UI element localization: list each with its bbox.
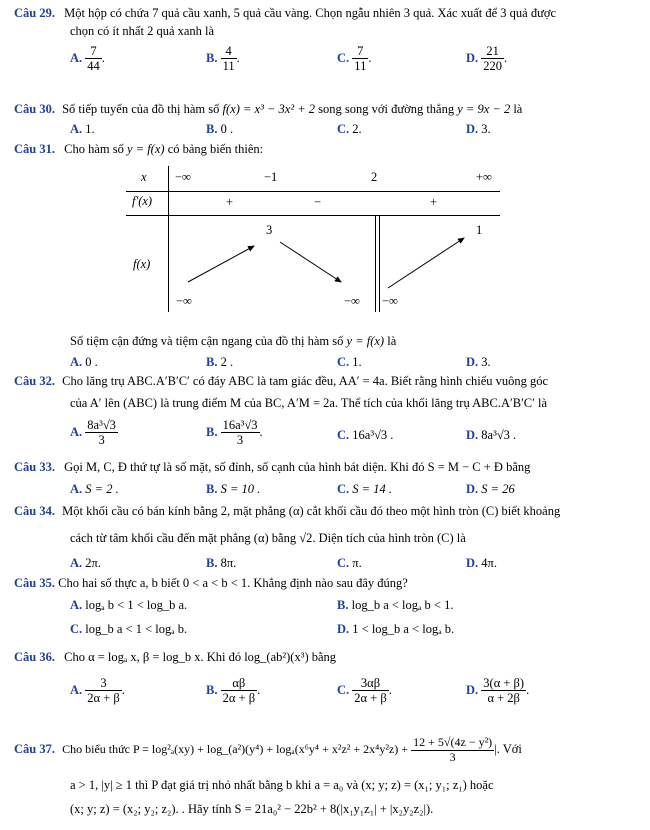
q32-option-c[interactable]: C. 16a³√3 . <box>337 428 394 442</box>
q30-option-b[interactable]: B. 0 . <box>206 122 234 136</box>
q31-option-b[interactable]: B. 2 . <box>206 355 234 369</box>
q33-option-a[interactable]: A. S = 2 . <box>70 482 119 496</box>
q29-text2: chọn có ít nhất 2 quả xanh là <box>70 24 215 38</box>
q32-text2: của A′ lên (ABC) là trung điểm M của BC, A′M = 2a. Thể tích của khối lăng trụ ABC.A′B′C′ là <box>70 396 548 410</box>
arrow-up-1 <box>188 246 254 282</box>
q35-number: Câu 35. <box>14 576 55 590</box>
q36-number: Câu 36. <box>14 650 55 664</box>
q30-option-c[interactable]: C. 2. <box>337 122 362 136</box>
vt-f-label: f(x) <box>133 257 151 271</box>
q29-option-d[interactable]: D. $\frac{21}{220}$ . <box>466 44 508 74</box>
q36-option-b[interactable]: B. $\frac{\alpha\beta}{2\alpha + \beta}$ . <box>206 676 261 706</box>
q31-option-d[interactable]: D. 3. <box>466 355 491 369</box>
q34-number: Câu 34. <box>14 504 55 518</box>
vt-x-2: 2 <box>371 170 378 184</box>
q36-line1: Câu 36. Cho α = logₐ x, β = log_b x. Khi đó log_(ab²)(x³) bằng <box>14 650 337 664</box>
q34-option-c[interactable]: C. π. <box>337 556 362 570</box>
q29-line1 <box>14 6 556 21</box>
q29-option-a[interactable]: A. $\frac{7}{44}$ . <box>70 44 105 74</box>
q31-option-c[interactable]: C. 1. <box>337 355 362 369</box>
q31-number: Câu 31. <box>14 142 55 156</box>
q33-option-c[interactable]: C. S = 14 . <box>337 482 392 496</box>
q32-number: Câu 32. <box>14 374 55 388</box>
q37-text3: (x; y; z) = (x₂; y₂; z₂). . Hãy tính S = 21a₀² − 22b² + 8(|x₁y₁z₁| + |x₂y₂z₂|). <box>70 802 434 816</box>
vt-bottom-1: −∞ <box>176 294 192 308</box>
q33-line1: Câu 33. Gọi M, C, Đ thứ tự là số mặt, số đỉnh, số cạnh của hình bát diện. Khi đó S = M − C + Đ bằng <box>14 460 531 474</box>
vt-sign-3: + <box>430 195 438 209</box>
q36-option-d[interactable]: D. $\frac{3(\alpha + \beta)}{\alpha + 2\beta}$ . <box>466 676 530 706</box>
q36-option-c[interactable]: C. $\frac{3\alpha\beta}{2\alpha + \beta}$ . <box>337 676 392 706</box>
q33-number: Câu 33. <box>14 460 55 474</box>
q32-option-b[interactable]: B. $\frac{\text{16a³√3}}{3}$ . <box>206 418 263 448</box>
q34-option-b[interactable]: B. 8π. <box>206 556 237 570</box>
vt-bottom-3: −∞ <box>382 294 398 308</box>
q32-option-a[interactable]: A. $\frac{\text{8a³√3}}{3}$ <box>70 418 116 448</box>
q33-option-b[interactable]: B. S = 10 . <box>206 482 261 496</box>
arrow-down <box>280 242 341 282</box>
arrow-up-2 <box>388 238 464 288</box>
q29-option-b[interactable]: B. $\frac{4}{11}$ . <box>206 44 240 74</box>
q29-number: Câu 29. <box>14 6 55 20</box>
q37-line1: Câu 37. Cho biểu thức P = log²ₐ(xy) + log_(a²)(y⁴) + logₐ(x⁶y⁴ + x²z² + 2x⁴y²z) + $\frac{\text{12 + 5√(4z − y²)}}{3}$ |. Với <box>14 735 522 764</box>
vt-top-1: 1 <box>476 223 483 237</box>
q31-question: Số tiệm cận đứng và tiệm cận ngang của đồ thị hàm số y = f(x) là <box>70 334 397 348</box>
q34-option-a[interactable]: A. 2π. <box>70 556 101 570</box>
q35-option-b[interactable]: B. log_b a < logₐ b < 1. <box>337 598 454 612</box>
vt-arrows <box>126 216 500 312</box>
q35-option-d[interactable]: D. 1 < log_b a < logₐ b. <box>337 622 455 636</box>
vt-x-neg-inf: −∞ <box>175 170 191 184</box>
q30-line1: Câu 30. Số tiếp tuyến của đồ thị hàm số f(x) = x³ − 3x² + 2 song song với đường thẳng y = 9x − 2 là <box>14 102 523 116</box>
q32-line1: Câu 32. Cho lăng trụ ABC.A′B′C′ có đáy ABC là tam giác đều, AA′ = 4a. Biết rằng hình chiếu vuông góc <box>14 374 549 388</box>
q32-option-d[interactable]: D. 8a³√3 . <box>466 428 517 442</box>
vt-sign-2: − <box>314 195 322 209</box>
q35-option-c[interactable]: C. log_b a < 1 < logₐ b. <box>70 622 188 636</box>
q34-option-d[interactable]: D. 4π. <box>466 556 497 570</box>
vt-fprime-label: f′(x) <box>132 194 153 208</box>
q33-option-d[interactable]: D. S = 26 <box>466 482 515 496</box>
q30-option-a[interactable]: A. 1. <box>70 122 95 136</box>
q30-option-d[interactable]: D. 3. <box>466 122 491 136</box>
vt-bottom-2: −∞ <box>344 294 360 308</box>
q37-number: Câu 37. <box>14 742 55 757</box>
vt-x-pos-inf: +∞ <box>476 170 492 184</box>
vt-x-label: x <box>141 170 147 184</box>
q31-line1: Câu 31. Cho hàm số y = f(x) có bảng biến thiên: <box>14 142 264 156</box>
q35-option-a[interactable]: A. logₐ b < 1 < log_b a. <box>70 598 188 612</box>
q29-text: Một hộp có chứa 7 quả cầu xanh, 5 quả cầu vàng. Chọn ngẫu nhiên 3 quả. Xác xuất để 3 quả được <box>64 6 557 20</box>
vt-top-3: 3 <box>266 223 273 237</box>
vt-x-minus1: −1 <box>264 170 278 184</box>
q34-text2: cách từ tâm khối cầu đến mặt phẳng (α) bằng √2. Diện tích của hình tròn (C) là <box>70 531 466 545</box>
q34-line1: Câu 34. Một khối cầu có bán kính bằng 2, mặt phẳng (α) cắt khối cầu đó theo một hình tròn (C) biết khoảng <box>14 504 561 518</box>
q36-option-a[interactable]: A. $\frac{3}{2\alpha + \beta}$ . <box>70 676 125 706</box>
q29-option-c[interactable]: C. $\frac{7}{11}$ . <box>337 44 372 74</box>
q31-option-a[interactable]: A. 0 . <box>70 355 98 369</box>
vt-sign-1: + <box>226 195 234 209</box>
q30-number: Câu 30. <box>14 102 55 116</box>
q37-text2: a > 1, |y| ≥ 1 thì P đạt giá trị nhỏ nhất bằng b khi a = a₀ và (x; y; z) = (x₁; y₁; z₁) hoặc <box>70 778 494 792</box>
q35-line1: Câu 35. Cho hai số thực a, b biết 0 < a < b < 1. Khẳng định nào sau đây đúng? <box>14 576 408 590</box>
